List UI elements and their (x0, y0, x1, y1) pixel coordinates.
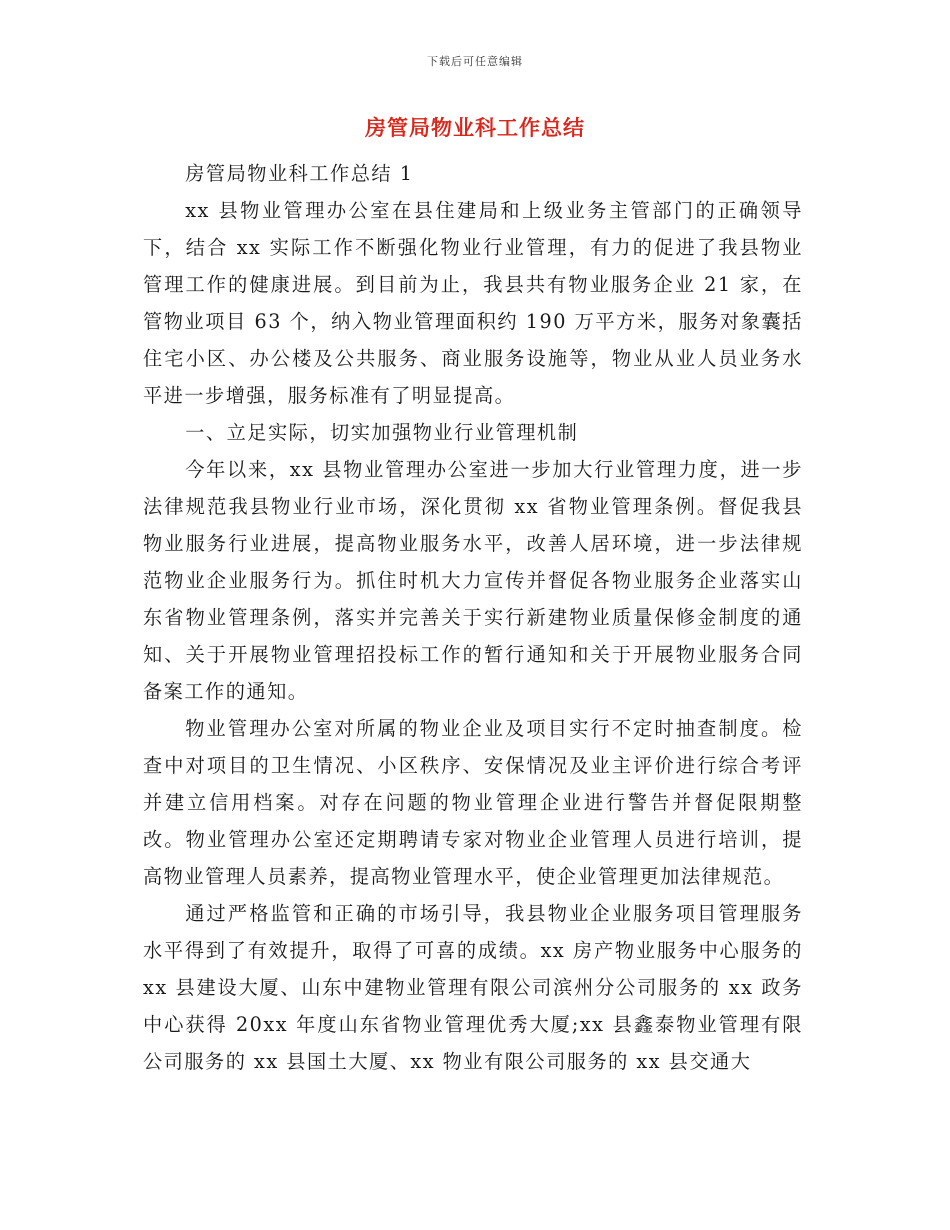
paragraph: 通过严格监管和正确的市场引导，我县物业企业服务项目管理服务水平得到了有效提升，取得了可喜的成绩。xx 房产物业服务中心服务的 xx 县建设大厦、山东中建物业管理有限公司滨州分公司服务的 xx 政务中心获得 20xx 年度山东省物业管理优秀大厦;xx 县鑫泰物业管理有限公司服务的 xx 县国土大厦、xx 物业有限公司服务的 xx 县交通大 (143, 902, 803, 1073)
section-heading: 一、立足实际，切实加强物业行业管理机制 (185, 421, 579, 444)
paragraph: 今年以来，xx 县物业管理办公室进一步加大行业管理力度，进一步法律规范我县物业行业市场，深化贯彻 xx 省物业管理条例。督促我县物业服务行业进展，提高物业服务水平，改善人居环境，进一步法律规范物业企业服务行为。抓住时机大力宣传并督促各物业服务企业落实山东省物业管理条例，落实并完善关于实行新建物业质量保修金制度的通知、关于开展物业管理招投标工作的暂行通知和关于开展物业服务合同备案工作的通知。 (143, 458, 803, 703)
section-subtitle: 房管局物业科工作总结 1 (185, 162, 414, 185)
header-note: 下载后可任意编辑 (427, 55, 523, 68)
document-body (143, 155, 803, 1080)
paragraph: xx 县物业管理办公室在县住建局和上级业务主管部门的正确领导下，结合 xx 实际工作不断强化物业行业管理，有力的促进了我县物业管理工作的健康进展。到目前为止，我县共有物业服务企业 21 家，在管物业项目 63 个，纳入物业管理面积约 190 万平方米，服务对象囊括住宅小区、办公楼及公共服务、商业服务设施等，物业从业人员业务水平进一步增强，服务标准有了明显提高。 (143, 199, 803, 407)
document-title: 房管局物业科工作总结 (365, 116, 585, 140)
paragraph: 物业管理办公室对所属的物业企业及项目实行不定时抽查制度。检查中对项目的卫生情况、小区秩序、安保情况及业主评价进行综合考评并建立信用档案。对存在问题的物业管理企业进行警告并督促限期整改。物业管理办公室还定期聘请专家对物业企业管理人员进行培训，提高物业管理人员素养，提高物业管理水平，使企业管理更加法律规范。 (143, 717, 803, 888)
